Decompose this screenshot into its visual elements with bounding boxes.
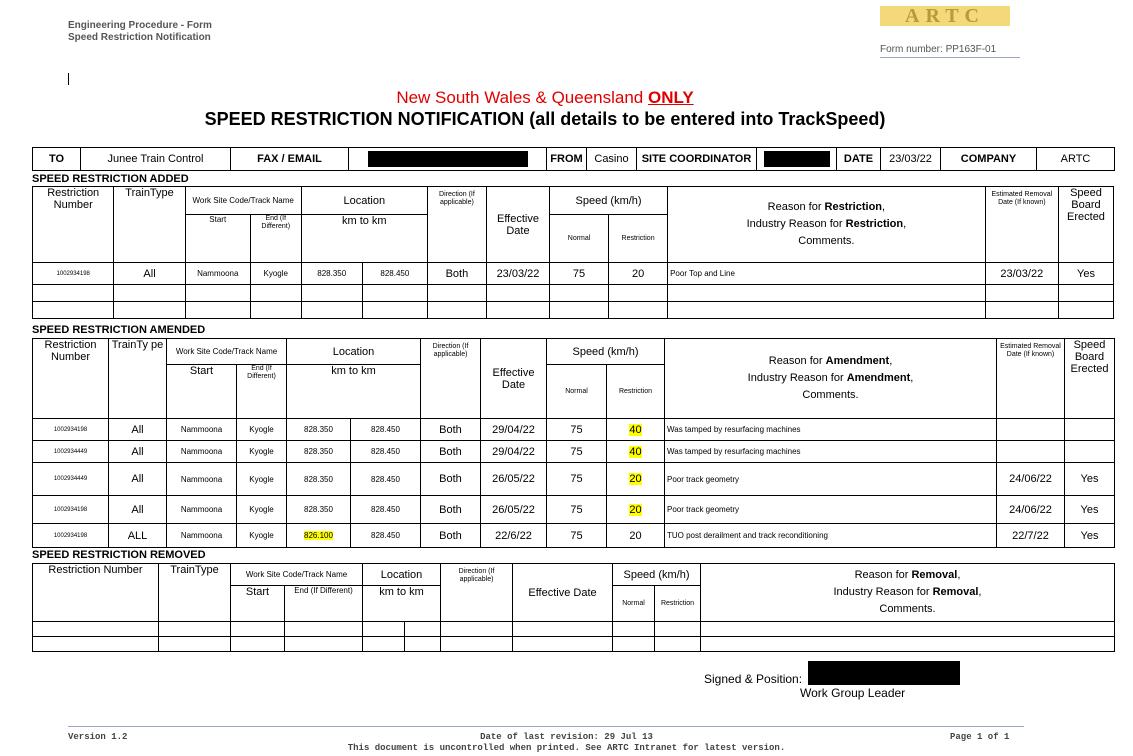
cell-direction: Both [421, 463, 481, 496]
hdr-restriction-number: Restriction Number [33, 339, 109, 419]
hdr-direction: Direction (If applicable) [427, 187, 486, 263]
cell-start: Nammoona [167, 463, 237, 496]
cell-direction: Both [421, 441, 481, 463]
hdr-speed-board: Speed Board Erected [1065, 339, 1115, 419]
cell-restriction [607, 441, 665, 463]
removed-table [32, 563, 1115, 652]
reason-line-3: Comments. [798, 235, 855, 247]
hdr-work-site: Work Site Code/Track Name [185, 187, 301, 215]
reason-line-2-bold: Restriction [845, 218, 904, 230]
cell-train-type: All [109, 463, 167, 496]
table-row [33, 263, 1114, 285]
amended-table [32, 338, 1115, 548]
cell-removal-date: 24/06/22 [997, 496, 1065, 524]
hdr-km-to-km: km to km [363, 586, 441, 622]
disclaimer-text: This document is uncontrolled when printed. See ARTC Intranet for latest version. [347, 743, 786, 753]
redacted-coordinator [764, 151, 830, 167]
cell-speed-board: Yes [1065, 496, 1115, 524]
hdr-speed: Speed (km/h) [550, 187, 668, 215]
cell-end: Kyogle [237, 524, 287, 548]
hdr-normal: Normal [550, 215, 609, 263]
cell-effective-date: 22/6/22 [481, 524, 547, 548]
cell-train-type: All [109, 419, 167, 441]
hdr-end: End (If Different) [237, 365, 287, 419]
cell-start: Nammoona [167, 419, 237, 441]
cell-speed-board: Yes [1058, 263, 1113, 285]
cell-direction: Both [421, 419, 481, 441]
cell-km-to: 828.450 [362, 263, 427, 285]
hdr-direction: Direction (If applicable) [421, 339, 481, 419]
hdr-train-type: TrainType [114, 187, 185, 263]
hdr-work-site: Work Site Code/Track Name [167, 339, 287, 365]
redacted-signature [808, 661, 960, 685]
table-row [33, 441, 1115, 463]
cell-train-type: All [114, 263, 185, 285]
cell-reason: TUO post derailment and track reconditioning [665, 524, 997, 548]
table-row [33, 463, 1115, 496]
reason-line-1: Reason for [767, 201, 825, 213]
cell-speed-board [1065, 419, 1115, 441]
region-title [0, 88, 1090, 108]
cell-reason: Poor Top and Line [668, 263, 986, 285]
hdr-speed-board: Speed Board Erected [1058, 187, 1113, 263]
reason-line-1-bold: Restriction [824, 201, 883, 213]
site-coordinator-value [757, 148, 837, 171]
hdr-location: Location [301, 187, 427, 215]
company-label: COMPANY [941, 148, 1037, 171]
hdr-start: Start [185, 215, 250, 263]
cell-km-from: 828.350 [287, 419, 351, 441]
site-coordinator-label: SITE COORDINATOR [637, 148, 757, 171]
reason-line-1-bold: Amendment [825, 355, 890, 367]
cell-train-type: ALL [109, 524, 167, 548]
from-value: Casino [587, 148, 637, 171]
cell-normal: 75 [547, 419, 607, 441]
hdr-speed: Speed (km/h) [613, 564, 701, 586]
cell-removal-date [997, 419, 1065, 441]
cell-speed-board [1065, 441, 1115, 463]
signer-position: Work Group Leader [800, 686, 906, 700]
reason-line-2: Industry Reason for [747, 372, 847, 384]
table-row [33, 285, 1114, 302]
table-row [33, 622, 1115, 637]
page-number: Page 1 of 1 [950, 732, 1010, 742]
reason-line-2: Industry Reason for [833, 586, 933, 598]
cell-km-from [287, 524, 351, 548]
cell-normal: 75 [547, 441, 607, 463]
hdr-end: End (If Different) [285, 586, 363, 622]
hdr-direction: Direction (If applicable) [441, 564, 513, 622]
reason-line-1: Reason for [768, 355, 826, 367]
hdr-location: Location [363, 564, 441, 586]
region-emphasis: ONLY [648, 88, 694, 107]
highlight-restriction: 20 [629, 473, 642, 485]
cell-removal-date: 23/03/22 [985, 263, 1058, 285]
table-row [33, 496, 1115, 524]
to-label: TO [33, 148, 81, 171]
hdr-reason-added: Reason for Restriction, Industry Reason for Restriction, Comments. [668, 187, 986, 263]
cell-reason: Was tamped by resurfacing machines [665, 441, 997, 463]
cell-removal-date: 22/7/22 [997, 524, 1065, 548]
version-text: Version 1.2 [68, 732, 128, 742]
hdr-effective-date: Effective Date [513, 564, 613, 622]
to-value: Junee Train Control [81, 148, 231, 171]
cell-removal-date: 24/06/22 [997, 463, 1065, 496]
cell-end: Kyogle [237, 463, 287, 496]
table-row [33, 637, 1115, 652]
cell-km-to: 828.450 [351, 496, 421, 524]
section-added-title: SPEED RESTRICTION ADDED [32, 173, 189, 185]
highlight-restriction: 20 [629, 503, 642, 516]
cell-direction: Both [421, 496, 481, 524]
hdr-restriction-number: Restriction Number [33, 187, 114, 263]
recipient-table [32, 147, 1115, 171]
hdr-effective-date: Effective Date [481, 339, 547, 419]
company-value: ARTC [1037, 148, 1115, 171]
hdr-train-type: TrainTy pe [109, 339, 167, 419]
cell-train-type: All [109, 496, 167, 524]
cell-end: Kyogle [237, 419, 287, 441]
cell-effective-date: 29/04/22 [481, 441, 547, 463]
table-row [33, 524, 1115, 548]
hdr-normal: Normal [547, 365, 607, 419]
date-label: DATE [837, 148, 881, 171]
reason-line-2-bold: Amendment [846, 372, 911, 384]
cell-speed-board: Yes [1065, 524, 1115, 548]
cell-restriction-number: 1002934449 [33, 463, 109, 496]
cell-normal: 75 [550, 263, 609, 285]
hdr-km-to-km: km to km [301, 215, 427, 263]
cell-km-from: 828.350 [287, 441, 351, 463]
cell-effective-date: 29/04/22 [481, 419, 547, 441]
signed-label: Signed & Position: [704, 672, 803, 686]
hdr-start: Start [231, 586, 285, 622]
reason-line-1-bold: Removal [911, 569, 958, 581]
from-label: FROM [547, 148, 587, 171]
page-title: SPEED RESTRICTION NOTIFICATION (all details to be entered into TrackSpeed) [204, 109, 886, 129]
region-text: New South Wales & Queensland [396, 88, 644, 107]
hdr-restriction-number: Restriction Number [33, 564, 159, 622]
table-row [33, 419, 1115, 441]
cell-km-from: 828.350 [301, 263, 362, 285]
cell-train-type: All [109, 441, 167, 463]
fax-label: FAX / EMAIL [231, 148, 349, 171]
cell-normal: 75 [547, 463, 607, 496]
hdr-speed: Speed (km/h) [547, 339, 665, 365]
header-rule [880, 57, 1020, 58]
revision-text: Date of last revision: 29 Jul 13 [480, 732, 653, 742]
text-cursor [68, 73, 69, 85]
cell-speed-board: Yes [1065, 463, 1115, 496]
form-number: Form number: PP163F-01 [880, 44, 997, 55]
hdr-restriction: Restriction [609, 215, 668, 263]
hdr-normal: Normal [613, 586, 655, 622]
hdr-km-to-km: km to km [287, 365, 421, 419]
reason-line-2: Industry Reason for [746, 218, 846, 230]
section-removed-title: SPEED RESTRICTION REMOVED [32, 549, 206, 561]
cell-restriction [607, 496, 665, 524]
cell-restriction-number: 1002934198 [33, 263, 114, 285]
highlight-km-from: 826.100 [304, 531, 333, 540]
highlight-restriction: 40 [629, 423, 642, 436]
cell-restriction-number: 1002934198 [33, 524, 109, 548]
cell-km-from: 828.350 [287, 496, 351, 524]
artc-logo: ARTC [880, 6, 1010, 26]
cell-km-to: 828.450 [351, 441, 421, 463]
cell-end: Kyogle [237, 441, 287, 463]
cell-km-to: 828.450 [351, 419, 421, 441]
hdr-location: Location [287, 339, 421, 365]
cell-reason: Poor track geometry [665, 463, 997, 496]
hdr-reason-removed: Reason for Removal, Industry Reason for Removal, Comments. [701, 564, 1115, 622]
reason-line-2-bold: Removal [932, 586, 979, 598]
hdr-start: Start [167, 365, 237, 419]
cell-restriction-number: 1002934449 [33, 441, 109, 463]
highlight-restriction: 40 [629, 445, 642, 458]
hdr-restriction: Restriction [655, 586, 701, 622]
doc-name: Speed Restriction Notification [68, 32, 211, 43]
cell-restriction-number: 1002934198 [33, 419, 109, 441]
cell-restriction: 20 [609, 263, 668, 285]
cell-normal: 75 [547, 496, 607, 524]
hdr-work-site: Work Site Code/Track Name [231, 564, 363, 586]
hdr-est-removal: Estimated Removal Date (If known) [997, 339, 1065, 419]
date-value: 23/03/22 [881, 148, 941, 171]
cell-start: Nammoona [185, 263, 250, 285]
cell-removal-date [997, 441, 1065, 463]
hdr-restriction: Restriction [607, 365, 665, 419]
cell-normal: 75 [547, 524, 607, 548]
cell-start: Nammoona [167, 524, 237, 548]
cell-km-to: 828.450 [351, 524, 421, 548]
cell-direction: Both [421, 524, 481, 548]
cell-restriction [607, 463, 665, 496]
cell-start: Nammoona [167, 441, 237, 463]
cell-end: Kyogle [250, 263, 301, 285]
hdr-reason-amended: Reason for Amendment, Industry Reason for Amendment, Comments. [665, 339, 997, 419]
added-table [32, 186, 1114, 319]
cell-reason: Poor track geometry [665, 496, 997, 524]
hdr-end: End (If Different) [250, 215, 301, 263]
reason-line-3: Comments. [879, 603, 936, 615]
cell-restriction [607, 419, 665, 441]
cell-effective-date: 23/03/22 [486, 263, 549, 285]
reason-line-3: Comments. [802, 389, 859, 401]
cell-end: Kyogle [237, 496, 287, 524]
footer-rule [68, 726, 1024, 727]
cell-reason: Was tamped by resurfacing machines [665, 419, 997, 441]
section-amended-title: SPEED RESTRICTION AMENDED [32, 324, 206, 336]
cell-km-to: 828.450 [351, 463, 421, 496]
fax-value [349, 148, 547, 171]
hdr-effective-date: Effective Date [486, 187, 549, 263]
cell-restriction-number: 1002934198 [33, 496, 109, 524]
doc-type: Engineering Procedure - Form [68, 20, 212, 31]
cell-effective-date: 26/05/22 [481, 463, 547, 496]
cell-restriction: 20 [607, 524, 665, 548]
reason-line-1: Reason for [854, 569, 912, 581]
cell-start: Nammoona [167, 496, 237, 524]
hdr-train-type: TrainType [159, 564, 231, 622]
cell-effective-date: 26/05/22 [481, 496, 547, 524]
table-row [33, 302, 1114, 319]
cell-direction: Both [427, 263, 486, 285]
cell-km-from: 828.350 [287, 463, 351, 496]
redacted-fax [368, 151, 528, 167]
hdr-est-removal: Estimated Removal Date (If known) [985, 187, 1058, 263]
